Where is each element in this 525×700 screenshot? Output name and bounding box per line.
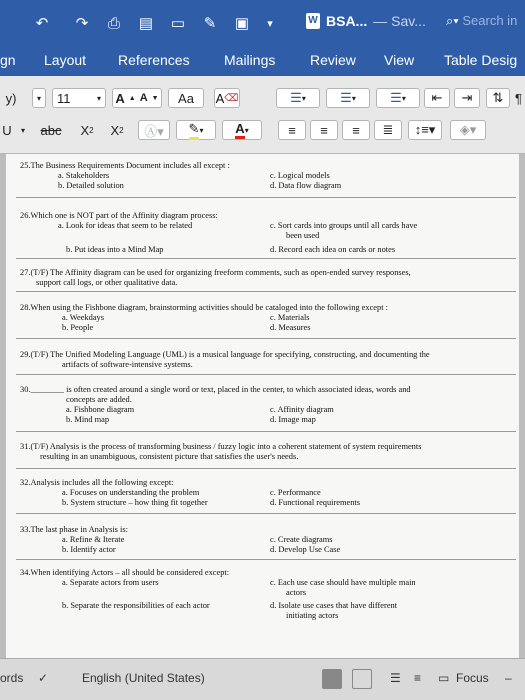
new-document-icon[interactable]: ▭	[170, 15, 186, 32]
option-30b: b. Mind map	[66, 415, 110, 424]
font-color-button[interactable]: A ▾	[222, 120, 262, 140]
option-26c-cont: been used	[286, 231, 320, 240]
numbered-list-icon: ☰	[340, 90, 352, 105]
option-25b: b. Detailed solution	[58, 181, 124, 190]
draft-view-icon[interactable]: ≡	[414, 671, 422, 685]
option-25a: a. Stakeholders	[58, 171, 110, 180]
proofing-icon[interactable]: ✓	[38, 671, 49, 685]
separator	[16, 197, 516, 198]
document-title	[306, 13, 426, 29]
save-status: — Sav...	[373, 13, 426, 29]
subscript-button[interactable]	[74, 120, 100, 140]
option-28a: a. Weekdays	[62, 313, 104, 322]
question-27: 27.(T/F) The Affinity diagram can be used for organizing freeform comments, such as open-ended survey responses,	[20, 268, 411, 277]
option-33d: d. Develop Use Case	[270, 545, 341, 554]
separator	[16, 338, 516, 339]
focus-label[interactable]: Focus	[456, 671, 489, 685]
superscript-mark: 2	[119, 125, 124, 135]
zoom-out-icon[interactable]: –	[505, 671, 512, 685]
status-bar	[0, 658, 525, 700]
font-size-buttons: A ▲ A ▼	[112, 88, 162, 108]
option-34a: a. Separate actors from users	[62, 578, 159, 587]
option-33c: c. Create diagrams	[270, 535, 333, 544]
grow-font-button[interactable]: A	[115, 90, 125, 106]
edit-document-icon[interactable]: ✎	[203, 15, 217, 32]
tab-layout[interactable]: Layout	[44, 52, 87, 68]
option-26d: d. Record each idea on cards or notes	[270, 245, 396, 254]
option-28d: d. Measures	[270, 323, 311, 332]
question-34: 34.When identifying Actors – all should be considered except:	[20, 568, 230, 577]
align-center-icon[interactable]: ≡	[310, 120, 338, 140]
option-32b: b. System structure – how thing fit together	[62, 498, 208, 507]
question-31-cont: resulting in an unambiguous, consistent picture that satisfies the user's needs.	[40, 452, 299, 461]
tab-review[interactable]: Review	[310, 52, 356, 68]
web-layout-icon[interactable]	[352, 669, 372, 689]
style-partial: y)	[5, 90, 17, 106]
question-28: 28.When using the Fishbone diagram, brainstorming activities should be cataloged into the following except :	[20, 303, 388, 312]
bullet-list-icon: ☰	[290, 90, 302, 105]
change-case-button[interactable]	[168, 88, 204, 108]
option-26b: b. Put ideas into a Mind Map	[66, 245, 164, 254]
text-effects-icon[interactable]: Ⓐ▾	[138, 120, 170, 140]
option-28c: c. Materials	[270, 313, 310, 322]
shading-icon[interactable]: ◈▾	[450, 120, 486, 140]
separator	[16, 374, 516, 375]
print-icon[interactable]: ⎙	[107, 14, 120, 32]
question-31: 31.(T/F) Analysis is the process of transforming business / fuzzy logic into a coherent statement of system requirements	[20, 442, 422, 451]
separator	[16, 513, 516, 514]
multilevel-list-icon: ☰	[390, 90, 402, 105]
ribbon-tabs	[0, 46, 525, 76]
search-placeholder: Search in	[462, 13, 518, 28]
font-name-dropdown-icon[interactable]: ▾	[32, 88, 46, 108]
tab-mailings[interactable]: Mailings	[224, 52, 276, 68]
question-29: 29.(T/F) The Unified Modeling Language (UML) is a musical language for specifying, constructing, and documenting the	[20, 350, 430, 359]
pilcrow-icon[interactable]: ¶	[515, 90, 522, 106]
customize-toolbar-icon[interactable]: ▾	[267, 17, 273, 30]
question-30: 30.________ is often created around a single word or text, placed in the center, to which associated ideas, words and	[20, 385, 411, 394]
sort-icon[interactable]: ⇅	[486, 88, 510, 108]
decrease-indent-icon[interactable]: ⇤	[424, 88, 450, 108]
change-case-label: Aa	[178, 90, 194, 106]
multilevel-list-button[interactable]: ☰ ▾	[376, 88, 420, 108]
layout-icon[interactable]: ▤	[138, 15, 154, 32]
language-label[interactable]: English (United States)	[82, 671, 205, 685]
highlight-button[interactable]: ✎ ▾	[176, 120, 216, 140]
align-left-icon[interactable]: ≡	[278, 120, 306, 140]
option-34c-cont: actors	[286, 588, 306, 597]
underline-partial[interactable]: U	[2, 122, 12, 138]
bullets-button[interactable]: ☰ ▾	[276, 88, 320, 108]
tab-view[interactable]: View	[384, 52, 415, 68]
home-toolbar	[0, 76, 525, 154]
tab-references[interactable]: References	[118, 52, 190, 68]
chevron-down-icon: ▾	[96, 93, 101, 103]
clear-formatting-icon[interactable]: A ⌫	[214, 88, 240, 108]
subscript-label: X	[80, 122, 90, 138]
option-32d: d. Functional requirements	[270, 498, 361, 507]
shrink-font-button[interactable]: A	[139, 92, 148, 104]
superscript-label: X	[110, 122, 120, 138]
option-34d: d. Isolate use cases that have different	[270, 601, 398, 610]
align-right-icon[interactable]: ≡	[342, 120, 370, 140]
save-icon[interactable]: ▣	[234, 15, 250, 32]
undo-icon[interactable]: ↶	[35, 15, 49, 32]
question-29-cont: artifacts of software-intensive systems.	[62, 360, 193, 369]
separator	[16, 291, 516, 292]
option-34b: b. Separate the responsibilities of each actor	[62, 601, 210, 610]
document-page[interactable]	[6, 154, 519, 658]
underline-dropdown-icon[interactable]: ▾	[20, 125, 25, 135]
redo-icon[interactable]: ↷	[75, 15, 89, 32]
separator	[16, 468, 516, 469]
font-size-field[interactable]	[52, 88, 106, 108]
option-34d-cont: initiating actors	[286, 611, 339, 620]
subscript-mark: 2	[89, 125, 94, 135]
question-33: 33.The last phase in Analysis is:	[20, 525, 128, 534]
tab-table-design[interactable]: Table Desig	[444, 52, 518, 68]
numbering-button[interactable]: ☰ ▾	[326, 88, 370, 108]
option-33b: b. Identify actor	[62, 545, 116, 554]
question-25: 25.The Business Requirements Document includes all except :	[20, 161, 230, 170]
strikethrough-button[interactable]: abc	[40, 122, 62, 138]
question-32: 32.Analysis includes all the following except:	[20, 478, 174, 487]
option-30c: c. Affinity diagram	[270, 405, 334, 414]
font-color-letter: A	[235, 121, 244, 139]
question-30-cont: concepts are added.	[66, 395, 132, 404]
line-spacing-icon[interactable]: ↕≡▾	[408, 120, 442, 140]
justify-icon[interactable]: ≣	[374, 120, 402, 140]
title-bar	[0, 0, 525, 46]
increase-indent-icon[interactable]: ⇥	[454, 88, 480, 108]
word-count[interactable]: ords	[0, 671, 24, 685]
option-30d: d. Image map	[270, 415, 316, 424]
option-25c: c. Logical models	[270, 171, 330, 180]
document-name: BSA...	[326, 13, 368, 29]
print-layout-icon[interactable]	[322, 669, 342, 689]
option-26c: c. Sort cards into groups until all cards have	[270, 221, 418, 230]
option-28b: b. People	[62, 323, 94, 332]
focus-icon[interactable]: ▭	[438, 671, 450, 685]
option-26a: a. Look for ideas that seem to be related	[58, 221, 193, 230]
superscript-button[interactable]	[104, 120, 130, 140]
outline-view-icon[interactable]: ☰	[390, 671, 401, 685]
separator	[16, 258, 516, 259]
option-30a: a. Fishbone diagram	[66, 405, 135, 414]
word-doc-icon: W	[306, 13, 320, 29]
font-size-value: 11	[57, 90, 71, 106]
option-33a: a. Refine & Iterate	[62, 535, 125, 544]
tab-design[interactable]: gn	[0, 52, 16, 68]
question-26: 26.Which one is NOT part of the Affinity diagram process:	[20, 211, 218, 220]
search-icon: ⌕▾	[446, 13, 459, 28]
separator	[16, 431, 516, 432]
option-34c: c. Each use case should have multiple main	[270, 578, 416, 587]
option-32c: c. Performance	[270, 488, 321, 497]
search-field[interactable]	[446, 13, 517, 29]
separator	[16, 559, 516, 560]
highlighter-icon: ✎	[189, 121, 200, 140]
option-32a: a. Focuses on understanding the problem	[62, 488, 200, 497]
question-27-cont: support call logs, or other qualitative data.	[36, 278, 178, 287]
option-25d: d. Data flow diagram	[270, 181, 342, 190]
